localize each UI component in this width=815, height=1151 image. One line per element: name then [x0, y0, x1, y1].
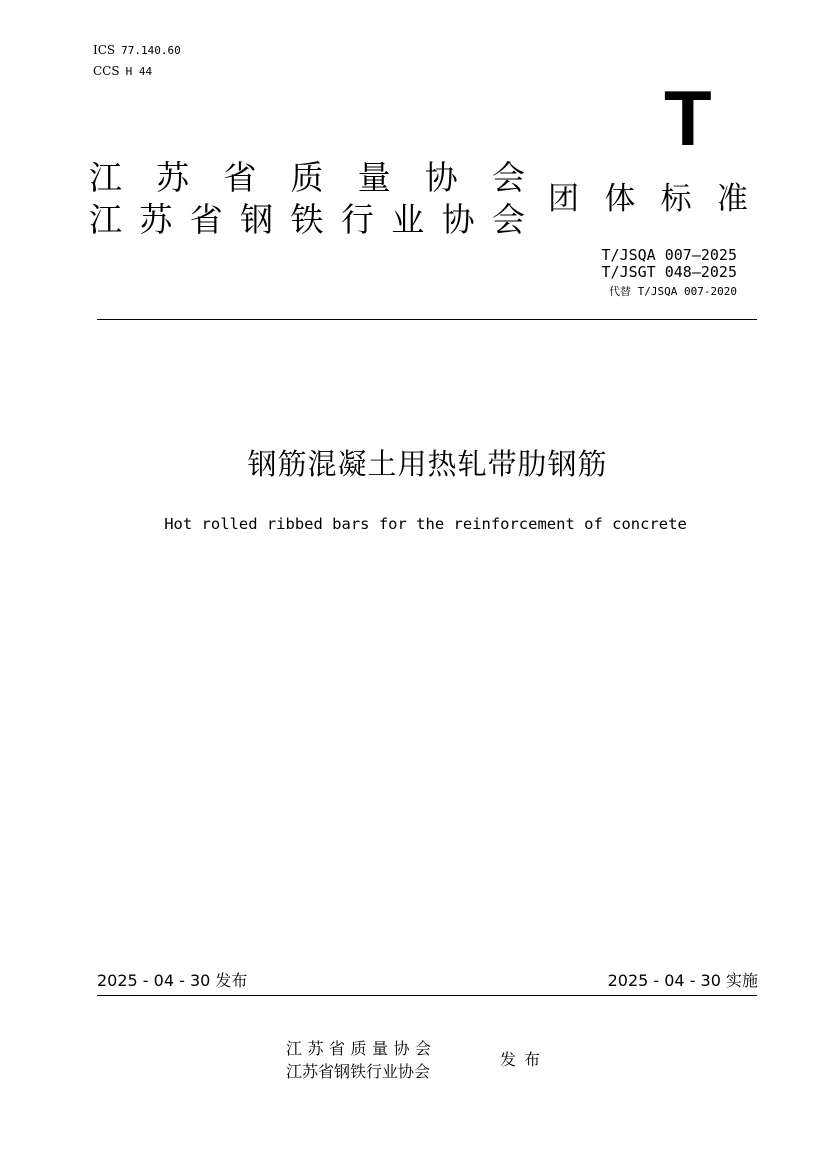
- category-letter: T: [664, 74, 712, 162]
- ics-label: ICS: [93, 43, 116, 57]
- issuer1-char: 协: [424, 158, 458, 197]
- issuer-name-1: [89, 158, 525, 198]
- publish-date: 2025 - 04 - 30 发布: [97, 971, 248, 990]
- issuer2-char: 钢: [240, 200, 274, 239]
- standard-type-char: 标: [660, 181, 692, 217]
- standard-type: [548, 179, 748, 219]
- document-title-chinese: 钢筋混凝土用热轧带肋钢筋: [247, 447, 608, 481]
- issuer1-char: 江: [89, 158, 122, 197]
- ics-row: [93, 40, 181, 61]
- ccs-label: CCS: [93, 64, 120, 78]
- issuer1-char: 量: [357, 158, 391, 197]
- top-divider: [97, 319, 757, 320]
- document-title-english: Hot rolled ribbed bars for the reinforcement of concrete: [164, 515, 687, 533]
- replaces-standard: 代替 T/JSQA 007-2020: [609, 285, 737, 298]
- standard-numbers: [602, 247, 737, 303]
- issuer2-char: 业: [391, 200, 425, 239]
- ics-code: 77.140.60: [121, 44, 181, 57]
- implement-date: 2025 - 04 - 30 实施: [607, 971, 758, 990]
- issuer2-char: 协: [441, 200, 475, 239]
- issuer2-char: 铁: [290, 200, 324, 239]
- issuer2-char: 会: [492, 200, 525, 239]
- issuer1-char: 质: [290, 158, 324, 197]
- standard-type-char: 准: [716, 181, 748, 217]
- issuer2-char: 苏: [139, 200, 173, 239]
- publisher-name-1: 江苏省质量协会: [286, 1039, 437, 1058]
- standard-type-char: 体: [604, 181, 636, 217]
- standard-number-secondary: T/JSGT 048—2025: [601, 263, 737, 281]
- publisher-name-2: 江苏省钢铁行业协会: [286, 1062, 431, 1081]
- standard-type-char: 团: [548, 181, 579, 217]
- publisher-names: [286, 1037, 437, 1083]
- ccs-code: H 44: [125, 65, 153, 78]
- bottom-divider: [97, 995, 757, 996]
- ccs-row: [93, 61, 181, 82]
- standard-number-primary: T/JSQA 007—2025: [601, 246, 737, 264]
- issuer1-char: 会: [491, 158, 525, 197]
- issuer2-char: 省: [189, 200, 223, 239]
- publish-label: 发布: [500, 1050, 549, 1069]
- issuer-name-2: [89, 200, 525, 240]
- issuer2-char: 行: [340, 200, 374, 239]
- issuer2-char: 江: [89, 200, 122, 239]
- issuer1-char: 省: [223, 158, 257, 197]
- issuer1-char: 苏: [156, 158, 190, 197]
- classification-codes: [93, 40, 181, 82]
